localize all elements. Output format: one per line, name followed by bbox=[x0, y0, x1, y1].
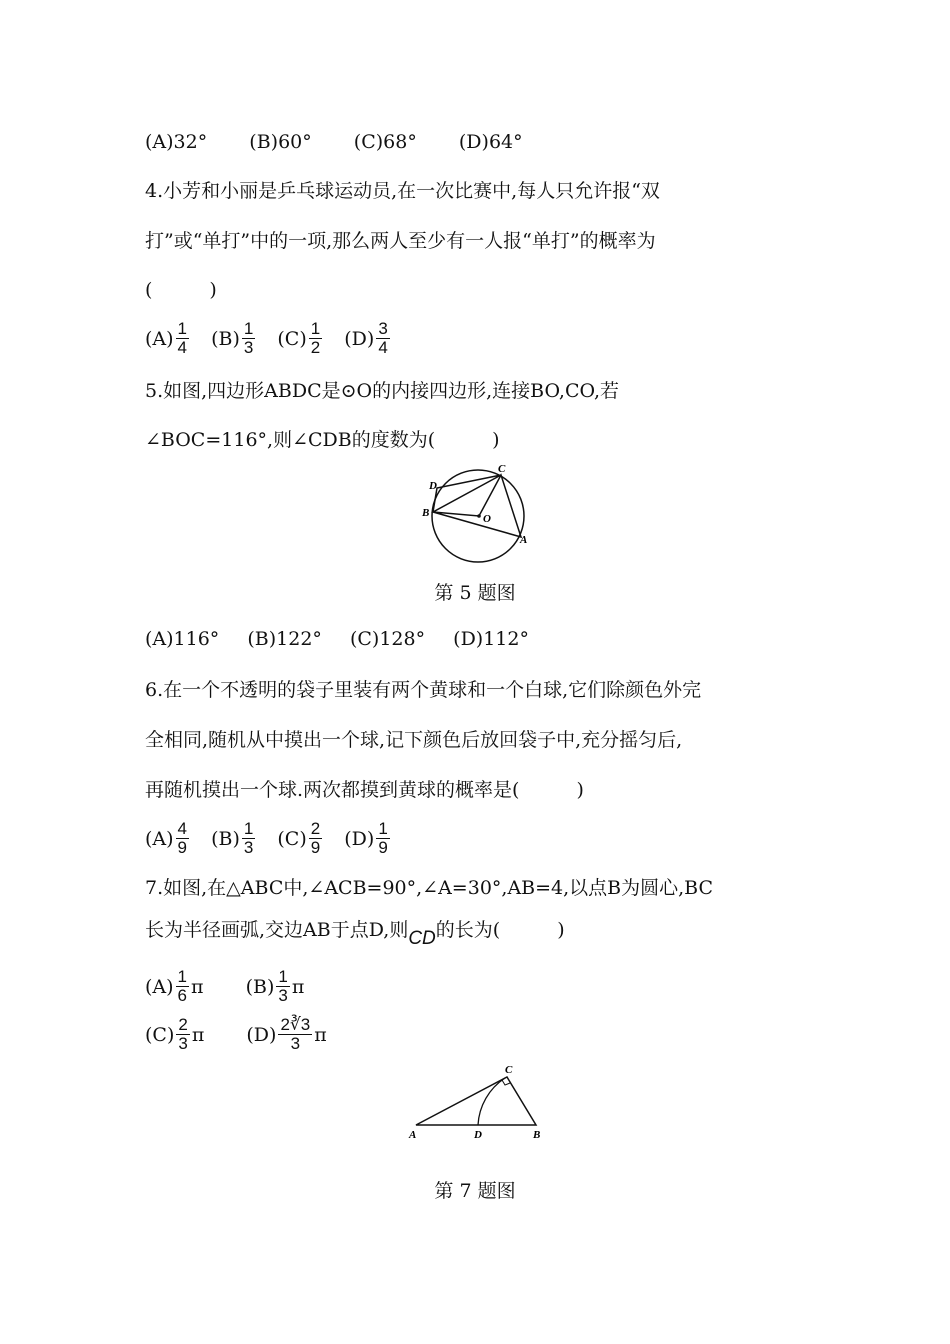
option-label: (D) bbox=[344, 827, 375, 850]
option-d bbox=[344, 320, 392, 357]
option-label: (B) bbox=[211, 827, 240, 850]
fraction bbox=[376, 820, 389, 857]
option-label: (C) bbox=[277, 327, 307, 350]
fraction bbox=[242, 320, 255, 357]
pi: π bbox=[191, 975, 204, 998]
q5-caption: 第 5 题图 bbox=[434, 582, 516, 604]
fraction bbox=[176, 968, 189, 1005]
option-b bbox=[211, 320, 257, 357]
q4-text-line: 打”或“单打”中的一项,那么两人至少有一人报“单打”的概率为 bbox=[145, 230, 656, 252]
fraction bbox=[242, 820, 255, 857]
option-label: (C) bbox=[277, 827, 307, 850]
denominator: 3 bbox=[243, 838, 254, 857]
option-label: (B) bbox=[211, 327, 240, 350]
option-label: (B) bbox=[245, 975, 275, 998]
label-b: B bbox=[533, 1129, 541, 1141]
label-d: D bbox=[474, 1129, 482, 1141]
q6-text-line: 全相同,随机从中摸出一个球,记下颜色后放回袋子中,充分摇匀后, bbox=[145, 729, 683, 751]
option-a: (A)32° bbox=[145, 131, 208, 153]
pi: π bbox=[291, 975, 305, 998]
denominator: 9 bbox=[310, 838, 321, 857]
denominator: 9 bbox=[177, 838, 188, 857]
fraction bbox=[276, 968, 289, 1005]
fraction bbox=[278, 1016, 312, 1053]
q7-text: 长为半径画弧,交边AB于点D,则 bbox=[145, 919, 409, 941]
label-c: C bbox=[505, 1064, 513, 1076]
option-b bbox=[211, 820, 257, 857]
numerator: 1 bbox=[177, 967, 188, 986]
numerator: 4 bbox=[177, 819, 188, 838]
denominator: 2 bbox=[310, 338, 321, 357]
option-d: (D)112° bbox=[453, 628, 529, 650]
q5-figure-circle bbox=[410, 455, 540, 570]
arc-cd: CD bbox=[408, 928, 436, 949]
option-label: (D) bbox=[344, 327, 375, 350]
label-d: D bbox=[429, 480, 437, 492]
option-c bbox=[277, 820, 324, 857]
q7-text-line bbox=[145, 918, 565, 949]
option-d bbox=[246, 1016, 326, 1053]
fraction bbox=[176, 320, 189, 357]
label-c: C bbox=[498, 463, 506, 475]
q7-options-row1 bbox=[145, 968, 318, 1005]
option-a bbox=[145, 320, 191, 357]
fraction bbox=[176, 820, 189, 857]
q4-text-line: 4.小芳和小丽是乒乓球运动员,在一次比赛中,每人只允许报“双 bbox=[145, 180, 660, 202]
option-label: (C) bbox=[145, 1023, 175, 1046]
option-d: (D)64° bbox=[458, 131, 523, 153]
numerator: 1 bbox=[378, 819, 388, 838]
fraction bbox=[309, 820, 322, 857]
q6-options bbox=[145, 820, 406, 857]
q7-text-line: 7.如图,在△ABC中,∠ACB=90°,∠A=30°,AB=4,以点B为圆心,BC bbox=[145, 877, 714, 899]
numerator: 1 bbox=[310, 319, 321, 338]
numerator: 2∛3 bbox=[280, 1015, 311, 1034]
denominator: 3 bbox=[243, 338, 254, 357]
denominator: 9 bbox=[378, 838, 388, 857]
numerator: 2 bbox=[310, 819, 321, 838]
q5-text-line: 5.如图,四边形ABDC是⊙O的内接四边形,连接BO,CO,若 bbox=[145, 380, 620, 402]
option-b bbox=[246, 968, 305, 1005]
option-a bbox=[145, 968, 204, 1005]
option-c: (C)128° bbox=[349, 628, 426, 650]
q5-text-line: ∠BOC=116°,则∠CDB的度数为( ) bbox=[145, 429, 500, 451]
q7-options-row2 bbox=[145, 1016, 341, 1053]
pi: π bbox=[314, 1023, 327, 1046]
center-point bbox=[477, 514, 481, 518]
denominator: 6 bbox=[177, 986, 188, 1005]
label-a: A bbox=[520, 534, 528, 546]
pi: π bbox=[191, 1023, 205, 1046]
option-a: (A)116° bbox=[145, 628, 220, 650]
denominator: 3 bbox=[278, 986, 288, 1005]
q7-figure-triangle bbox=[400, 1060, 550, 1150]
numerator: 2 bbox=[178, 1015, 188, 1034]
fraction bbox=[176, 1016, 189, 1053]
fraction bbox=[376, 320, 389, 357]
denominator: 3 bbox=[290, 1034, 301, 1053]
label-b: B bbox=[422, 507, 430, 519]
numerator: 1 bbox=[243, 819, 254, 838]
q6-text-line: 再随机摸出一个球.两次都摸到黄球的概率是( ) bbox=[145, 779, 584, 801]
option-label: (A) bbox=[145, 827, 174, 850]
q7-caption: 第 7 题图 bbox=[434, 1180, 516, 1202]
q4-text-line: ( ) bbox=[145, 279, 217, 301]
q5-options bbox=[145, 627, 543, 651]
numerator: 1 bbox=[177, 319, 188, 338]
option-a bbox=[145, 820, 191, 857]
option-b: (B)60° bbox=[249, 131, 312, 153]
option-label: (A) bbox=[145, 975, 174, 998]
option-c bbox=[277, 320, 324, 357]
denominator: 4 bbox=[177, 338, 188, 357]
q4-options bbox=[145, 320, 406, 357]
label-o: O bbox=[483, 513, 491, 525]
option-c: (C)68° bbox=[353, 131, 417, 153]
label-a: A bbox=[409, 1129, 417, 1141]
numerator: 3 bbox=[378, 319, 388, 338]
option-label: (D) bbox=[246, 1023, 277, 1046]
option-c bbox=[145, 1016, 204, 1053]
option-label: (A) bbox=[145, 327, 174, 350]
triangle-abc bbox=[416, 1077, 536, 1125]
option-b: (B)122° bbox=[247, 628, 322, 650]
numerator: 1 bbox=[243, 319, 254, 338]
q6-text-line: 6.在一个不透明的袋子里装有两个黄球和一个白球,它们除颜色外完 bbox=[145, 679, 702, 701]
denominator: 4 bbox=[378, 338, 388, 357]
denominator: 3 bbox=[178, 1034, 188, 1053]
option-d bbox=[344, 820, 392, 857]
fraction bbox=[309, 320, 322, 357]
q7-text: 的长为( ) bbox=[435, 919, 565, 941]
quadrilateral-lines bbox=[433, 475, 521, 537]
q3-options bbox=[145, 130, 537, 154]
numerator: 1 bbox=[278, 967, 288, 986]
